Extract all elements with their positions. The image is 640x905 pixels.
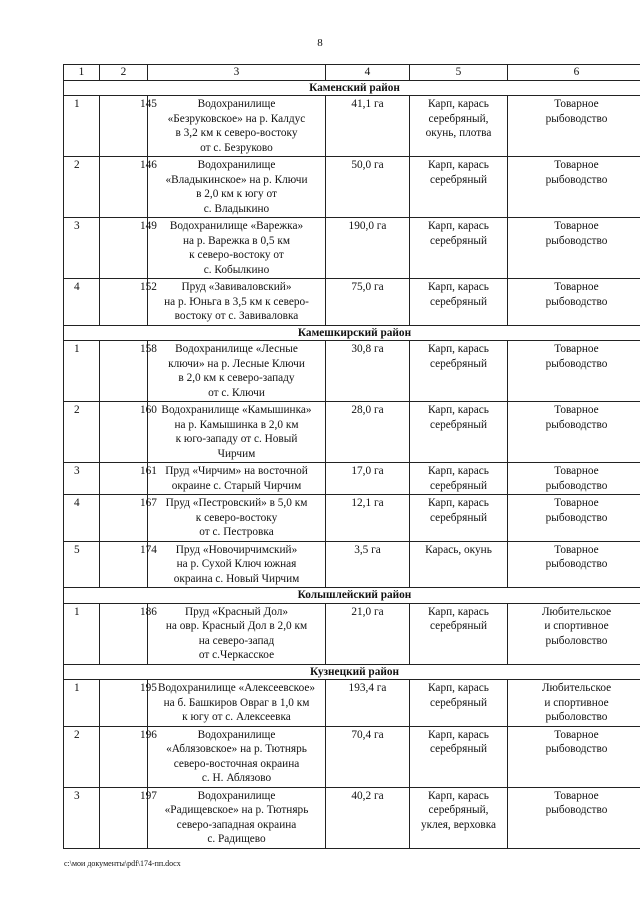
object-description [148,402,326,463]
row-code: 174 [100,541,148,588]
cell-line: серебряный [429,418,488,431]
cell-line: Товарное [554,465,599,477]
cell-line: с. Н. Аблязово [201,772,272,784]
fish-species [410,680,508,727]
cell-line: от с.Черкасское [198,649,275,661]
cell-line: окраина с. Новый Чирчим [173,572,300,585]
usage-type [508,495,640,542]
cell-line: Водохранилище «Лесные [175,343,298,355]
object-description [148,541,326,588]
header-cell: 5 [410,65,508,81]
row-code: 158 [100,341,148,402]
area: 75,0 га [326,279,410,326]
cell-line: Товарное [554,159,599,171]
usage-type [508,341,640,402]
cell-line: на северо-запад [198,634,275,647]
cell-line: Водохранилище [197,728,276,741]
cell-line: к югу от с. Алексеевка [182,711,291,723]
header-cell: 3 [148,65,326,81]
cell-line: Карп, карась [428,605,489,618]
cell-line: «Радищевское» на р. Тютнярь [164,804,309,816]
cell-line: на б. Башкиров Овраг в 1,0 км [163,696,310,709]
cell-line: Водохранилище [197,789,276,802]
cell-line: «Безруковское» на р. Калдус [167,112,306,125]
object-description [148,279,326,326]
area: 30,8 га [326,341,410,402]
cell-line: серебряный [429,295,488,308]
cell-line: рыбоводство [545,743,608,755]
row-number: 2 [64,157,100,218]
table-row [64,541,640,588]
header-cell: 1 [64,65,100,81]
cell-line: Карп, карась [428,343,489,355]
cell-line: «Владыкинское» на р. Ключи [165,173,308,186]
fish-species [410,218,508,279]
water-bodies-table [63,64,640,849]
cell-line: на овр. Красный Дол в 2,0 км [165,620,308,632]
table-row [64,495,640,542]
cell-line: серебряный [429,479,488,492]
table-row [64,680,640,727]
cell-line: Карп, карась [428,728,489,741]
cell-line: рыбоводство [545,558,608,570]
object-description [148,463,326,495]
cell-line: Товарное [554,543,599,556]
cell-line: Карась, окунь [425,543,492,556]
cell-line: Пруд «Красный Дол» [184,605,289,618]
object-description [148,341,326,402]
district-name: Камешкирский район [64,325,640,341]
cell-line: рыбоводство [545,234,608,247]
cell-line: с. Радищево [207,833,266,845]
cell-line: Пруд «Чирчим» на восточной [165,465,308,477]
cell-line: Любительское [541,605,612,618]
area: 28,0 га [326,402,410,463]
cell-line: Пруд «Завиваловский» [181,281,292,293]
file-path-footer: c:\мои документы\pdf\174-пп.docx [64,859,181,868]
object-description [148,96,326,157]
row-number: 3 [64,463,100,495]
cell-line: с. Кобылкино [203,263,270,276]
object-description [148,680,326,727]
cell-line: Карп, карась [428,682,489,694]
row-number: 2 [64,402,100,463]
cell-line: Товарное [554,281,599,293]
cell-line: на р. Сухой Ключ южная [176,558,297,570]
row-code: 152 [100,279,148,326]
cell-line: Товарное [554,404,599,416]
cell-line: от с. Ключи [208,386,265,399]
row-code: 197 [100,787,148,848]
header-cell: 4 [326,65,410,81]
fish-species [410,157,508,218]
cell-line: Карп, карась [428,220,489,232]
row-number: 3 [64,787,100,848]
cell-line: Пруд «Новочирчимский» [175,543,298,556]
page-number: 8 [317,37,323,49]
object-description [148,495,326,542]
object-description [148,218,326,279]
cell-line: рыбоводство [545,357,608,370]
header-cell: 2 [100,65,148,81]
cell-line: рыбоводство [545,511,608,524]
cell-line: окунь, плотва [425,127,492,139]
cell-line: уклея, верховка [420,818,497,831]
area: 193,4 га [326,680,410,727]
cell-line: серебряный [429,511,488,524]
row-code: 186 [100,603,148,664]
usage-type [508,787,640,848]
cell-line: от с. Безруково [200,141,273,154]
area: 3,5 га [326,541,410,588]
cell-line: Карп, карась [428,404,489,416]
object-description [148,726,326,787]
cell-line: Товарное [554,220,599,232]
row-number: 4 [64,495,100,542]
row-number: 3 [64,218,100,279]
cell-line: к юго-западу от с. Новый [175,433,298,445]
row-code: 196 [100,726,148,787]
cell-line: Водохранилище «Алексеевское» [157,682,316,694]
district-name: Каменский район [64,80,640,96]
cell-line: к северо-востоку от [189,249,284,261]
row-number: 2 [64,726,100,787]
cell-line: востоку от с. Завиваловка [174,310,299,322]
row-number: 1 [64,603,100,664]
object-description [148,157,326,218]
cell-line: Карп, карась [428,465,489,477]
row-code: 146 [100,157,148,218]
header-cell: 6 [508,65,640,81]
cell-line: Водохранилище «Камышинка» [161,404,312,416]
cell-line: на р. Варежка в 0,5 км [182,234,291,247]
fish-species [410,96,508,157]
cell-line: рыбоводство [545,173,608,186]
usage-type [508,218,640,279]
fish-species [410,463,508,495]
cell-line: с. Владыкино [203,202,270,215]
table-row [64,341,640,402]
cell-line: Карп, карась [428,497,489,509]
fish-species [410,495,508,542]
table-row [64,603,640,664]
district-name: Колышлейский район [64,588,640,604]
table-row [64,279,640,326]
table-row [64,726,640,787]
district-row [64,588,640,604]
cell-line: ключи» на р. Лесные Ключи [168,357,305,370]
object-description [148,787,326,848]
cell-line: Товарное [554,343,599,355]
cell-line: Карп, карась [428,281,489,293]
cell-line: Любительское [541,682,612,694]
fish-species [410,726,508,787]
cell-line: северо-восточная окраина [173,757,300,770]
cell-line: Водохранилище [197,159,276,171]
cell-line: серебряный [429,357,488,370]
header-row [64,65,640,81]
cell-line: серебряный [429,743,488,755]
fish-species [410,341,508,402]
area: 17,0 га [326,463,410,495]
cell-line: серебряный [429,696,488,709]
cell-line: рыбоводство [545,804,608,816]
object-description [148,603,326,664]
cell-line: рыболовство [545,634,608,647]
row-number: 1 [64,96,100,157]
cell-line: серебряный, [428,804,489,816]
area: 41,1 га [326,96,410,157]
row-number: 1 [64,341,100,402]
cell-line: «Аблязовское» на р. Тютнярь [166,743,307,755]
area: 21,0 га [326,603,410,664]
area: 70,4 га [326,726,410,787]
cell-line: Чирчим [217,447,256,460]
cell-line: серебряный, [428,112,489,125]
cell-line: Товарное [554,98,599,110]
table-row [64,463,640,495]
fish-species [410,603,508,664]
district-row [64,80,640,96]
row-number: 4 [64,279,100,326]
cell-line: серебряный [429,234,488,247]
cell-line: рыбоводство [545,479,608,492]
cell-line: Товарное [554,789,599,802]
usage-type [508,541,640,588]
row-number: 1 [64,680,100,727]
row-code: 145 [100,96,148,157]
cell-line: серебряный [429,173,488,186]
cell-line: в 3,2 км к северо-востоку [175,127,298,139]
usage-type [508,603,640,664]
table-row [64,157,640,218]
table-row [64,96,640,157]
cell-line: Пруд «Пестровский» в 5,0 км [165,497,308,509]
usage-type [508,680,640,727]
cell-line: в 2,0 км к северо-западу [178,372,295,384]
row-code: 167 [100,495,148,542]
cell-line: Карп, карась [428,98,489,110]
cell-line: северо-западная окраина [176,818,297,831]
cell-line: Товарное [554,728,599,741]
table-row [64,787,640,848]
fish-species [410,402,508,463]
row-code: 160 [100,402,148,463]
cell-line: Карп, карась [428,789,489,802]
cell-line: окраине с. Старый Чирчим [171,479,302,492]
cell-line: рыболовство [545,711,608,723]
cell-line: Водохранилище [197,98,276,110]
cell-line: на р. Юньга в 3,5 км к северо- [164,295,309,308]
cell-line: от с. Пестровка [199,526,274,538]
usage-type [508,157,640,218]
area: 40,2 га [326,787,410,848]
cell-line: и спортивное [544,620,609,632]
area: 50,0 га [326,157,410,218]
area: 12,1 га [326,495,410,542]
cell-line: к северо-востоку [195,511,278,524]
row-code: 161 [100,463,148,495]
table-row [64,402,640,463]
cell-line: Карп, карась [428,159,489,171]
table-row [64,218,640,279]
district-row [64,325,640,341]
fish-species [410,279,508,326]
fish-species [410,787,508,848]
cell-line: серебряный [429,620,488,632]
cell-line: рыбоводство [545,295,608,308]
usage-type [508,96,640,157]
district-row [64,664,640,680]
cell-line: на р. Камышинка в 2,0 км [174,418,299,431]
cell-line: и спортивное [544,696,609,709]
usage-type [508,726,640,787]
cell-line: в 2,0 км к югу от [196,188,277,200]
district-name: Кузнецкий район [64,664,640,680]
area: 190,0 га [326,218,410,279]
usage-type [508,463,640,495]
usage-type [508,402,640,463]
usage-type [508,279,640,326]
cell-line: Товарное [554,497,599,509]
cell-line: Водохранилище «Варежка» [169,220,304,232]
row-code: 195 [100,680,148,727]
row-code: 149 [100,218,148,279]
cell-line: рыбоводство [545,112,608,125]
fish-species [410,541,508,588]
cell-line: рыбоводство [545,418,608,431]
row-number: 5 [64,541,100,588]
